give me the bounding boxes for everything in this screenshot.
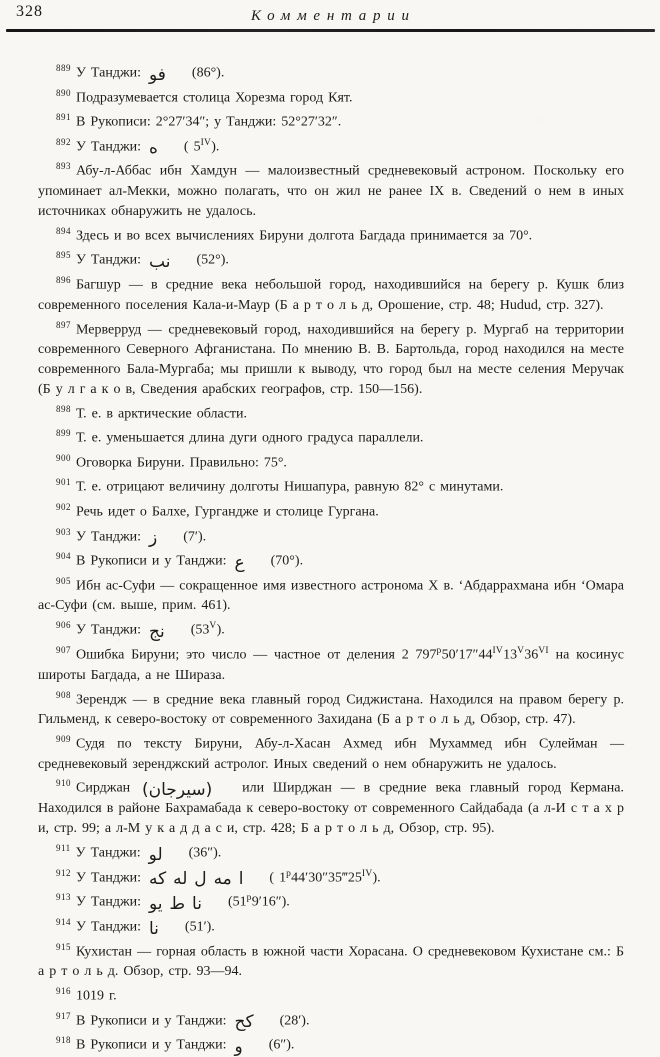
footnote-897: $^{897}$ Мерверруд — средневековый город, находившийся на берегу р. Мургаб на территории современного Северного Афганистана. По мнению В. В. Бартольда, город находился на месте современного Бала-Мургаба; мы пришли к выводу, что город был на месте селения Меручак (Б у л г а к о в, Сведения арабских географов, стр. 150—156). <box>38 319 624 397</box>
footnote-number: 909 <box>56 733 71 744</box>
footnote-number: 907 <box>56 645 71 656</box>
superscript-value: IV <box>361 868 373 879</box>
footnote-898: $^{898}$ Т. е. в арктические области. <box>56 403 248 422</box>
footnote-918: $^{918}$ В Рукописи и у Танджи: و (6″). <box>56 1035 295 1057</box>
footnote-907: $^{907}$ Ошибка Бируни; это число — частное от деления 2 $797^p50'17''44^{IV}13^V36^{VI}$ на косинус широты Багдада, а не Шираза. <box>38 645 624 683</box>
footnote-number: 918 <box>56 1035 71 1046</box>
arabic-text: ع <box>234 552 245 573</box>
footnote-number: 898 <box>56 403 71 414</box>
superscript-value: p <box>246 893 252 904</box>
footnote-number: 903 <box>56 526 71 537</box>
superscript-value: V <box>209 621 217 632</box>
footnote-number: 917 <box>56 1010 71 1021</box>
arabic-text: لو <box>148 844 163 865</box>
arabic-text: ه <box>149 138 158 159</box>
footnote-number: 896 <box>56 275 71 286</box>
footnote-916: $^{916}$ 1019 г. <box>56 986 117 1004</box>
footnote-913: $^{913}$ У Танджи: نا ط يو (51$^p$9′16″). <box>56 892 290 914</box>
footnote-894: $^{894}$ Здесь и во всех вычислениях Бируни долгота Багдада принимается за 70°. <box>56 225 533 244</box>
footnote-number: 914 <box>56 916 71 927</box>
footnote-889: $^{889}$ У Танджи: فو (86°). <box>56 63 225 85</box>
footnote-number: 899 <box>56 428 71 439</box>
superscript-value: V <box>517 646 525 657</box>
footnote-number: 895 <box>56 250 71 261</box>
footnote-number: 904 <box>56 551 71 562</box>
arabic-text: فو <box>149 64 166 85</box>
footnote-911: $^{911}$ У Танджи: لو (36″). <box>56 842 222 865</box>
footnote-number: 897 <box>56 319 71 330</box>
footnote-900: $^{900}$ Оговорка Бируни. Правильно: 75°. <box>56 452 287 471</box>
arabic-text: نا <box>149 918 159 939</box>
footnote-903: $^{903}$ У Танджи: ز (7′). <box>56 526 207 549</box>
footnote-891: $^{891}$ В Рукописи: 2°27′34″; у Танджи: 52°27′32″. <box>56 112 342 130</box>
footnote-910: $^{910}$ Сирджан (سيرجان) или Ширджан — в средние века главный город Кермана. Находился в районе Бахрамабада к северо-востоку от современного Сайдабада (а л-И с т а х р и, стр. 99; а л-М у к а д д а с и, стр. 428; Б а р т о л ь д, Обзор, стр. 95). <box>38 778 624 836</box>
footnote-number: 910 <box>56 778 71 789</box>
footnote-892: $^{892}$ У Танджи: ه ( $5^{IV}$). <box>56 136 220 159</box>
footnote-number: 893 <box>56 161 71 172</box>
footnote-number: 911 <box>56 842 71 853</box>
footnote-number: 913 <box>56 892 71 903</box>
footnote-914: $^{914}$ У Танджи: نا (51′). <box>56 916 215 939</box>
footnote-number: 890 <box>56 87 71 98</box>
footnote-912: $^{912}$ У Танджи: ا مه ل له كه ( $1^p44'30''35‴25^{IV}$). <box>56 867 381 890</box>
footnote-901: $^{901}$ Т. е. отрицают величину долготы Нишапура, равную 82° с минутами. <box>56 477 504 496</box>
notes-list <box>38 59 624 1056</box>
footnote-number: 915 <box>56 941 71 952</box>
footnote-905: $^{905}$ Ибн ас-Суфи — сокращенное имя известного астронома X в. ‘Абдаррахмана ибн ‘Омара ас-Суфи (см. выше, прим. 461). <box>38 575 624 614</box>
page-header <box>0 0 660 39</box>
header-rule <box>6 29 655 32</box>
footnote-917: $^{917}$ В Рукописи и у Танджи: كح (28′). <box>56 1010 310 1033</box>
arabic-text: كح <box>234 1012 254 1033</box>
footnote-915: $^{915}$ Кухистан — горная область в южной части Хорасана. О средневековом Кухистане см.: Б а р т о л ь д. Обзор, стр. 93—94. <box>38 941 624 980</box>
footnote-906: $^{906}$ У Танджи: نج $(53^V)$. <box>56 620 225 643</box>
footnote-896: $^{896}$ Багшур — в средние века небольшой город, находившийся на берегу р. Кушк близ современного поселения Кала-и-Маур (Б а р т о л ь д, Орошение, стр. 48; Hudud, стр. 327). <box>38 275 624 313</box>
footnote-number: 900 <box>56 452 71 463</box>
footnote-number: 902 <box>56 502 71 513</box>
arabic-text: ا مه ل له كه <box>149 869 244 890</box>
arabic-text: (سيرجان) <box>142 780 213 801</box>
footnote-908: $^{908}$ Зерендж — в средние века главный город Сиджистана. Находился на правом берегу р. Гильменд, к северо-востоку от современного Захидана (Б а р т о л ь д, Обзор, стр. 47). <box>38 689 624 728</box>
footnote-904: $^{904}$ В Рукописи и у Танджи: ع (70°). <box>56 551 304 573</box>
footnote-number: 905 <box>56 575 71 586</box>
superscript-value: VI <box>538 646 549 657</box>
footnote-893: $^{893}$ Абу-л-Аббас ибн Хамдун — малоизвестный средневековый астроном. Поскольку его упоминает ал-Мекки, можно полагать, что он жил не ранее IX в. Сведений о нем в иных источниках обнаружить не удалось. <box>38 161 624 219</box>
page-number: 328 <box>16 3 43 20</box>
arabic-text: و <box>234 1036 243 1057</box>
arabic-text: نب <box>149 252 171 273</box>
footnote-number: 891 <box>56 112 71 123</box>
arabic-text: نج <box>149 622 165 643</box>
superscript-value: p <box>436 646 442 657</box>
footnote-890: $^{890}$ Подразумевается столица Хорезма город Кят. <box>56 87 353 106</box>
footnote-895: $^{895}$ У Танджи: نب (52°). <box>56 250 229 273</box>
footnote-number: 894 <box>56 225 71 236</box>
footnote-number: 908 <box>56 689 71 700</box>
superscript-value: IV <box>200 137 212 148</box>
footnote-number: 901 <box>56 477 71 488</box>
footnote-909: $^{909}$ Судя по тексту Бируни, Абу-л-Хасан Ахмед ибн Мухаммед ибн Сулейман — средневековый зеренджский астролог. Иных сведений о нем обнаружить не удалось. <box>38 733 624 772</box>
footnote-902: $^{902}$ Речь идет о Балхе, Гургандже и столице Гургана. <box>56 502 379 520</box>
footnote-number: 889 <box>56 63 71 73</box>
superscript-value: p <box>286 868 292 879</box>
footnote-number: 906 <box>56 620 71 631</box>
footnote-number: 916 <box>56 986 71 996</box>
footnote-number: 912 <box>56 867 71 878</box>
arabic-text: ز <box>149 528 158 549</box>
arabic-text: نا ط يو <box>149 893 202 914</box>
footnote-899: $^{899}$ Т. е. уменьшается длина дуги одного градуса параллели. <box>56 428 424 446</box>
superscript-value: IV <box>492 646 504 657</box>
running-title: Комментарии <box>250 8 416 24</box>
footnote-number: 892 <box>56 136 71 147</box>
